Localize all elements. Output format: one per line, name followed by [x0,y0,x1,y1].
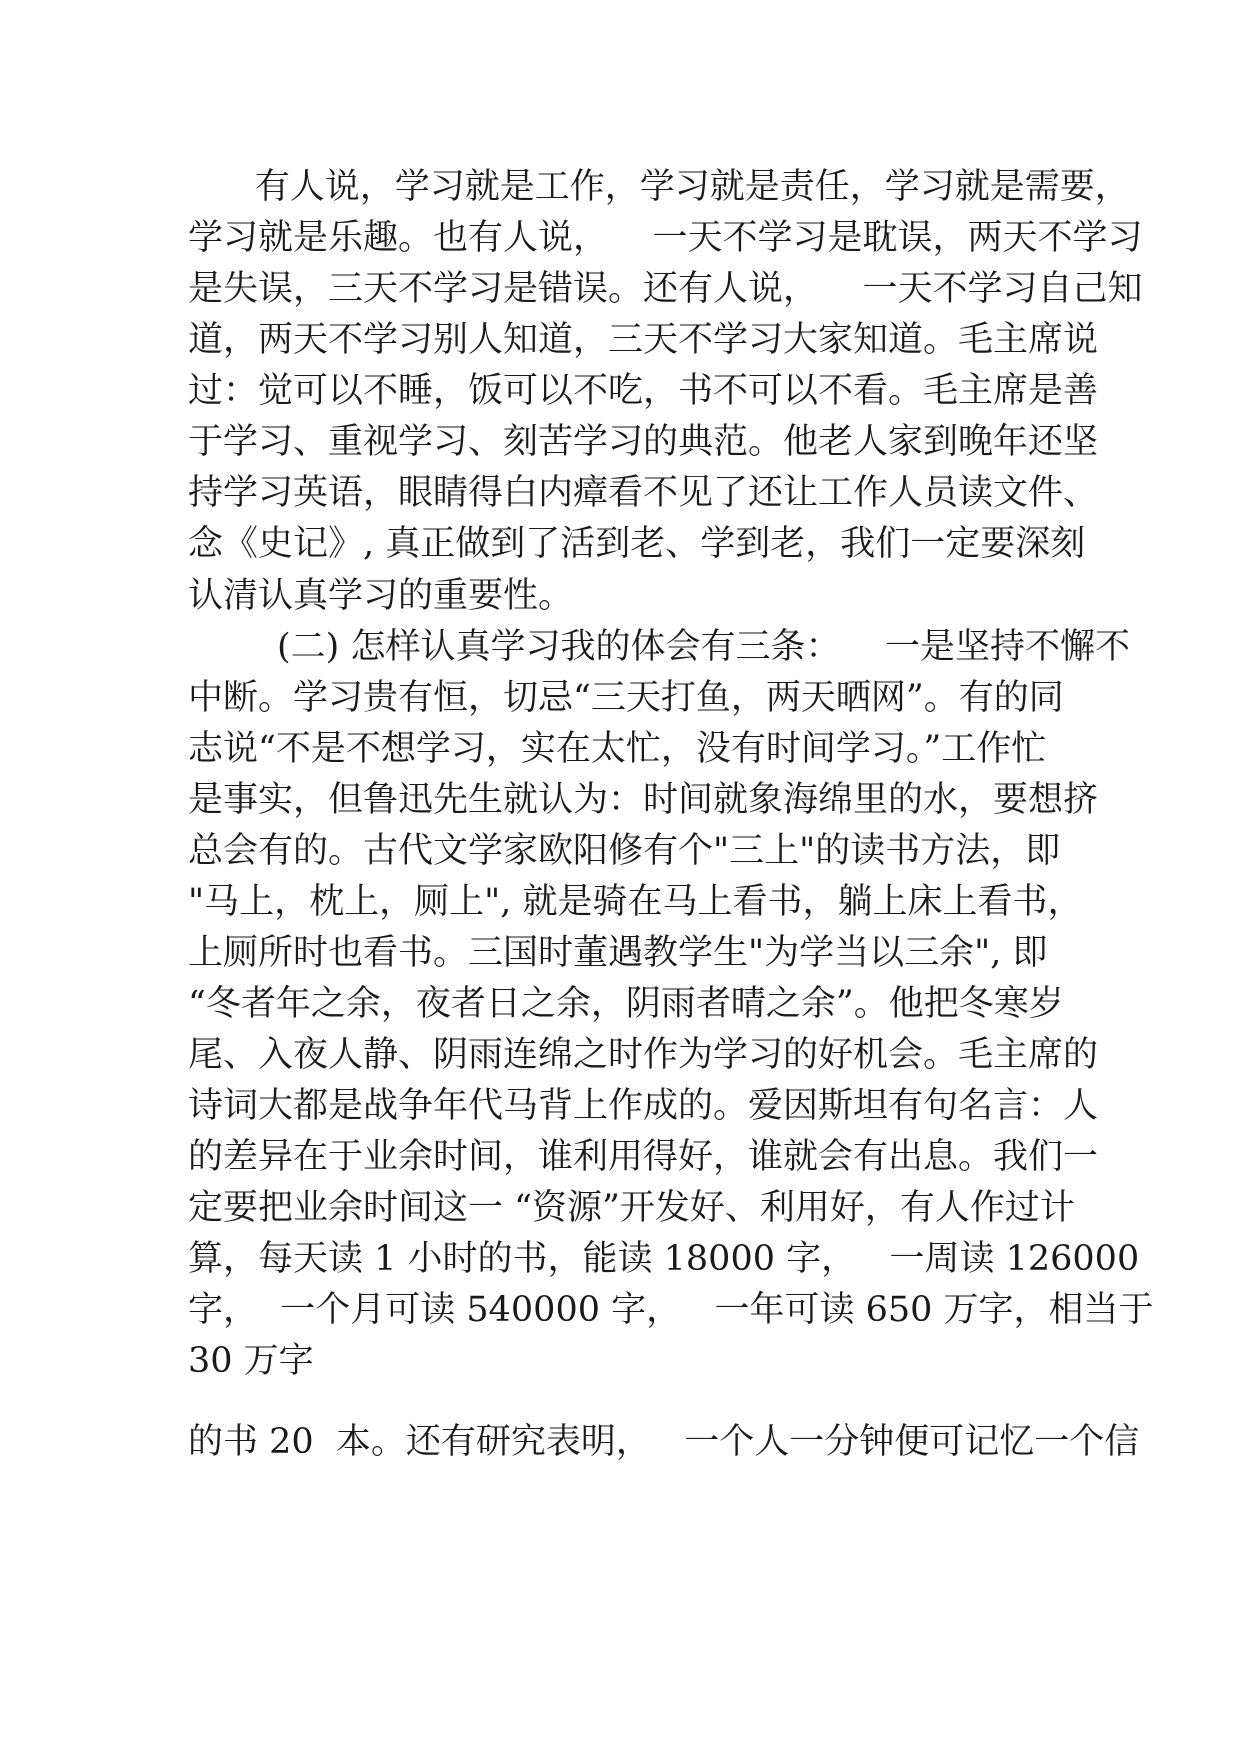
text-line: 是失误，三天不学习是错误。还有人说， 一天不学习自己知 [188,269,1143,309]
paragraph-how-to-study [188,622,1154,1387]
text-line: 诗词大都是战争年代马背上作成的。爱因斯坦有句名言：人 [188,1086,1099,1126]
text-line: 的差异在于业余时间，谁利用得好，谁就会有出息。我们一 [188,1137,1099,1177]
text-line: 字， 一个月可读 540000 字， 一年可读 650 万字，相当于 [188,1290,1154,1330]
text-line: 学习就是乐趣。也有人说， 一天不学习是耽误，两天不学习 [188,218,1143,258]
paragraph-continued [188,1417,1140,1468]
text-line: 持学习英语，眼睛得白内瘴看不见了还让工作人员读文件、 [188,473,1099,513]
text-line: 尾、入夜人静、阴雨连绵之时作为学习的好机会。毛主席的 [188,1035,1099,1075]
text-line: "马上，枕上，厕上", 就是骑在马上看书，躺上床上看书， [188,882,1083,922]
text-line: 念《史记》, 真正做到了活到老、学到老，我们一定要深刻 [188,524,1086,564]
text-line: 上厕所时也看书。三国时董遇教学生"为学当以三余", 即 [188,933,1048,973]
text-line: 于学习、重视学习、刻苦学习的典范。他老人家到晚年还坚 [188,422,1099,462]
paragraph-importance-of-study [188,162,1143,570]
text-line: 过：觉可以不睡，饭可以不吃，书不可以不看。毛主席是善 [188,371,1099,411]
paragraph-importance-conclusion [188,571,1068,622]
text-line: 定要把业余时间这一 “资源”开发好、利用好，有人作过计 [188,1188,1075,1228]
text-line: 的书 20 本。还有研究表明， 一个人一分钟便可记忆一个信 [188,1422,1140,1462]
text-line: “冬者年之余，夜者日之余，阴雨者晴之余”。他把冬寒岁 [188,984,1064,1024]
text-line: 30 万字 [188,1341,314,1381]
text-line: 总会有的。古代文学家欧阳修有个"三上"的读书方法，即 [188,831,1061,871]
text-line: (二) 怎样认真学习我的体会有三条： 一是坚持不懈不 [188,627,1130,667]
text-line: 是事实，但鲁迅先生就认为：时间就象海绵里的水，要想挤 [188,780,1099,820]
text-line: 志说“不是不想学习，实在太忙，没有时间学习。”工作忙 [188,729,1047,769]
text-line: 道，两天不学习别人知道，三天不学习大家知道。毛主席说 [188,320,1099,360]
text-line: 算，每天读 1 小时的书，能读 18000 字， 一周读 126000 [188,1239,1140,1279]
text-line: 认清认真学习的重要性。 [188,576,574,616]
text-line: 中断。学习贵有恒，切忌“三天打鱼，两天晒网”。有的同 [188,678,1064,718]
text-line: 有人说，学习就是工作，学习就是责任，学习就是需要， [188,167,1130,207]
